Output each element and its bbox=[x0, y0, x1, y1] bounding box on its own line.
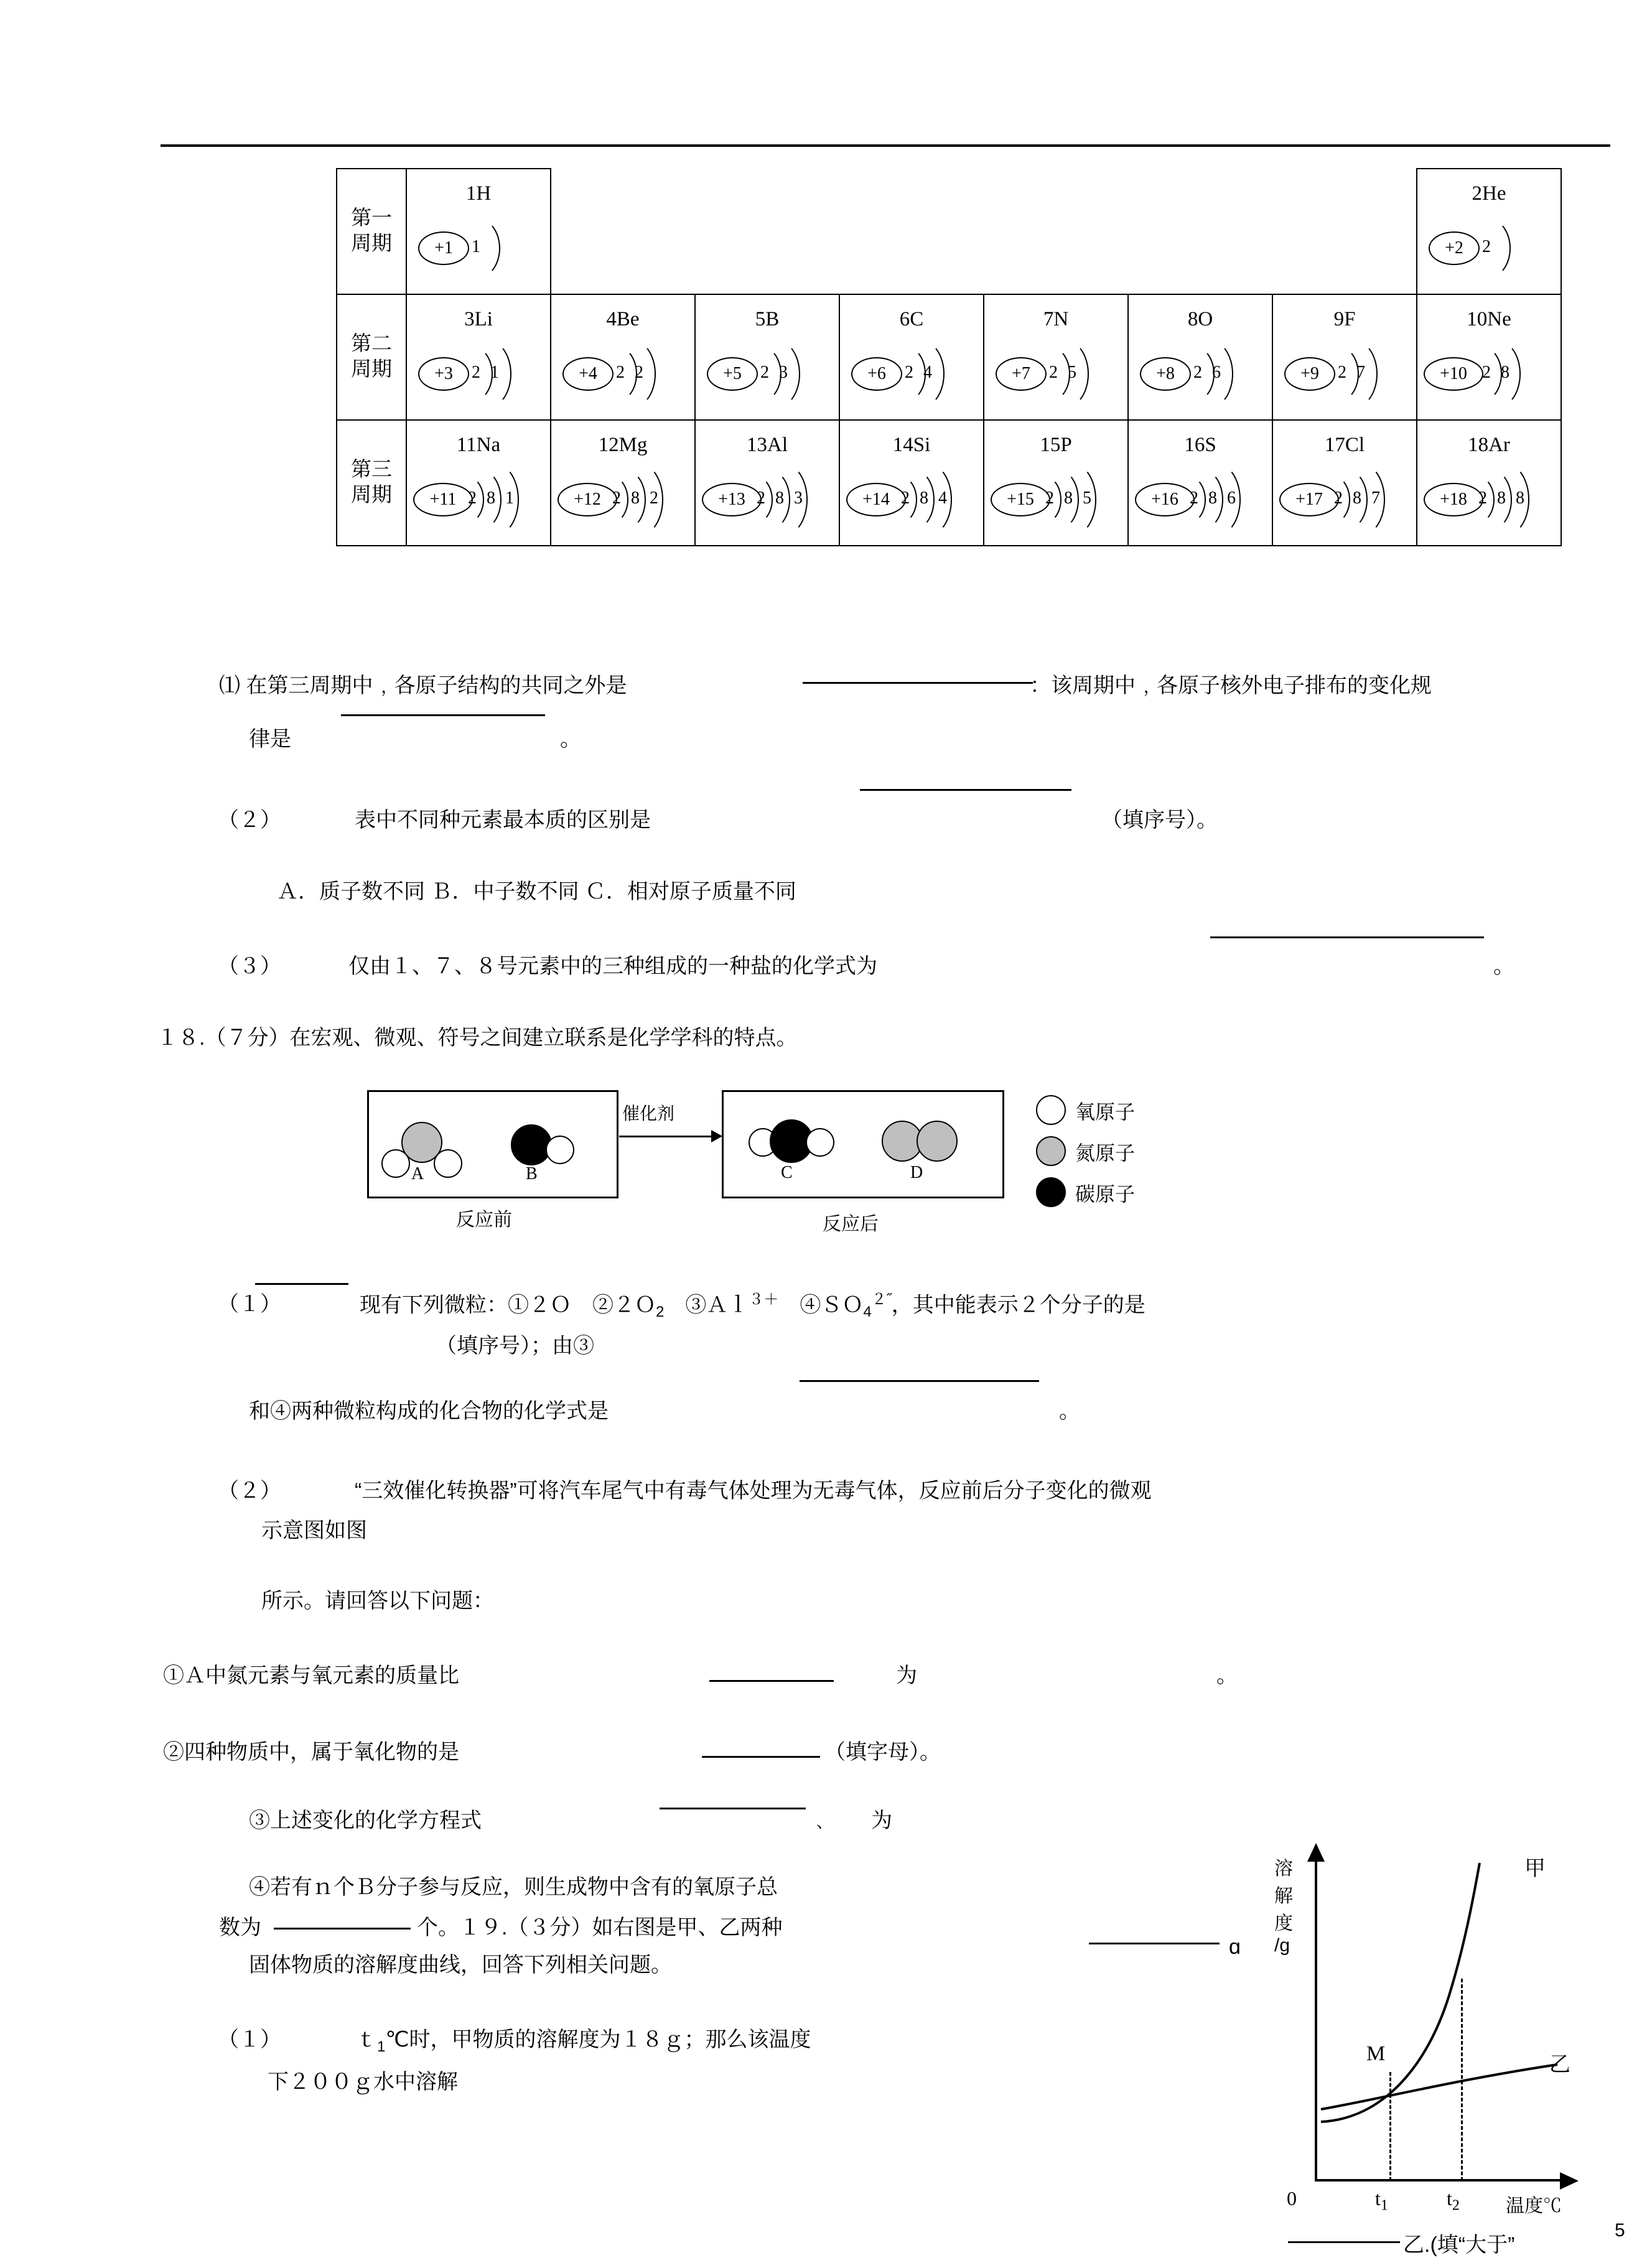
q18-item2-blank[interactable] bbox=[702, 1756, 820, 1758]
q17-part2-blank[interactable] bbox=[860, 789, 1071, 791]
q18-item3-blank[interactable] bbox=[660, 1808, 806, 1809]
shell-electrons: 281 bbox=[468, 488, 524, 508]
nucleus-charge: +3 bbox=[418, 357, 469, 391]
q18-item4-text: ④若有ｎ个Ｂ分子参与反应，则生成物中含有的氧原子总 bbox=[249, 1875, 778, 1899]
q17-part1-text-c: 律是 bbox=[249, 727, 291, 751]
shell-electrons: 282 bbox=[612, 488, 668, 508]
chart-ylabel-line2: 解 bbox=[1274, 1886, 1293, 1906]
element-cell-12Mg bbox=[551, 420, 695, 546]
atom-diagram bbox=[984, 331, 1127, 412]
atom-diagram bbox=[840, 331, 983, 412]
q18-part1-blank-formula[interactable] bbox=[800, 1380, 1039, 1382]
nucleus-charge: +18 bbox=[1424, 483, 1483, 516]
q18-item4-blank-alpha[interactable] bbox=[1089, 1943, 1220, 1944]
element-label: 8O bbox=[1187, 307, 1213, 330]
atom-diagram bbox=[407, 205, 550, 286]
q18-item1-blank[interactable] bbox=[709, 1680, 834, 1682]
nucleus-charge: +11 bbox=[413, 483, 473, 516]
q19-part1-number: （１） bbox=[218, 2028, 281, 2051]
chart-dash-t2 bbox=[1461, 1979, 1463, 2181]
q18-item1-text-b: 为 bbox=[896, 1664, 917, 1687]
nucleus-charge: +12 bbox=[558, 483, 617, 516]
shell-electrons: 26 bbox=[1193, 362, 1231, 382]
element-label: 1H bbox=[465, 182, 492, 205]
shell-electrons: 285 bbox=[1045, 488, 1101, 508]
q18-part1-blank-lead[interactable] bbox=[255, 1283, 348, 1285]
nucleus-charge: +2 bbox=[1429, 231, 1480, 265]
chart-xtick-t1: $t_1$ bbox=[1375, 2187, 1388, 2214]
q18-item1-period: 。 bbox=[1216, 1664, 1238, 1687]
reaction-arrow-head bbox=[711, 1130, 722, 1142]
q17-part2-text: 表中不同种元素最本质的区别是 bbox=[355, 808, 651, 832]
element-cell-2He bbox=[1417, 169, 1561, 294]
atom-oxygen-a2 bbox=[434, 1149, 462, 1178]
element-label: 3Li bbox=[464, 307, 493, 330]
q18-part1-hint: （填序号）；由③ bbox=[436, 1334, 594, 1358]
q18-item3-mark: ﹑ bbox=[809, 1809, 830, 1832]
atom-diagram bbox=[551, 331, 694, 412]
element-label: 17Cl bbox=[1324, 433, 1365, 456]
header-rule bbox=[161, 144, 1610, 147]
shell-electrons: 27 bbox=[1338, 362, 1375, 382]
element-cell-1H bbox=[406, 169, 551, 294]
element-cell-9F bbox=[1272, 294, 1417, 420]
atom-diagram bbox=[840, 457, 983, 538]
element-label: 13Al bbox=[747, 433, 788, 456]
shell-electrons: 21 bbox=[472, 362, 509, 382]
q18-part2-text: “三效催化转换器”可将汽车尾气中有毒气体处理为无毒气体，反应前后分子变化的微观 bbox=[355, 1479, 1152, 1503]
nucleus-charge: +7 bbox=[996, 357, 1047, 391]
atom-oxygen-b bbox=[546, 1136, 574, 1164]
atom-diagram bbox=[407, 457, 550, 538]
q18-item1-text: ①Ａ中氮元素与氧元素的质量比 bbox=[163, 1664, 459, 1687]
shell-electrons: 2 bbox=[1482, 236, 1501, 256]
molecule-label-c: C bbox=[781, 1163, 793, 1182]
q19-part1-text: ｔ$_1$℃时，甲物质的溶解度为１８ｇ；那么该温度 bbox=[356, 2028, 811, 2055]
nucleus-charge: +13 bbox=[702, 483, 762, 516]
element-cell-15P bbox=[984, 420, 1128, 546]
q17-part1-period: 。 bbox=[560, 727, 581, 751]
shell-electrons: 284 bbox=[901, 488, 957, 508]
q17-part1-blank-1[interactable] bbox=[803, 682, 1033, 684]
nucleus-charge: +17 bbox=[1279, 483, 1339, 516]
table-row-period3 bbox=[337, 420, 1561, 546]
chart-ylabel-line4: /g bbox=[1274, 1935, 1290, 1956]
element-cell-4Be bbox=[551, 294, 695, 420]
chart-series-label-yi: 乙 bbox=[1549, 2053, 1570, 2076]
q18-part1-number: （１） bbox=[218, 1292, 281, 1316]
atom-diagram bbox=[1417, 205, 1561, 286]
q17-part1-text-a: ⑴ 在第三周期中﹐各原子结构的共同之外是 bbox=[219, 674, 627, 698]
q17-part2-hint: （填序号）。 bbox=[1101, 808, 1218, 832]
shell-electrons: 24 bbox=[905, 362, 942, 382]
q18-item4-text-b: 数为 bbox=[219, 1916, 261, 1939]
q17-part1-blank-2[interactable] bbox=[341, 714, 545, 716]
nucleus-charge: +5 bbox=[707, 357, 758, 391]
shell-electrons: 288 bbox=[1478, 488, 1534, 508]
periodic-table bbox=[336, 168, 1562, 546]
element-cell-7N bbox=[984, 294, 1128, 420]
element-label: 15P bbox=[1040, 433, 1072, 456]
atom-diagram bbox=[1417, 331, 1561, 412]
q18-part2-text-d: 所示。请回答以下问题： bbox=[261, 1589, 494, 1613]
period-label-2: 第二 周期 bbox=[337, 294, 406, 420]
curve-yi bbox=[1321, 2065, 1557, 2109]
molecule-label-d: D bbox=[910, 1163, 923, 1182]
chart-xlabel: 温度℃ bbox=[1506, 2196, 1562, 2216]
atom-nitrogen-d2 bbox=[917, 1121, 958, 1162]
q18-item4-text-d: 固体物质的溶解度曲线，回答下列相关问题。 bbox=[249, 1953, 672, 1977]
after-label: 反应后 bbox=[823, 1214, 879, 1234]
empty-span bbox=[551, 169, 1417, 294]
atom-diagram bbox=[407, 331, 550, 412]
chart-series-label-jia: 甲 bbox=[1524, 1857, 1546, 1880]
nucleus-charge: +16 bbox=[1135, 483, 1195, 516]
shell-electrons: 286 bbox=[1190, 488, 1246, 508]
legend-label-oxygen: 氧原子 bbox=[1075, 1101, 1136, 1123]
reaction-before-box bbox=[367, 1090, 618, 1198]
element-cell-11Na bbox=[406, 420, 551, 546]
element-cell-3Li bbox=[406, 294, 551, 420]
shell-electrons: 283 bbox=[757, 488, 813, 508]
nucleus-charge: +14 bbox=[846, 483, 906, 516]
q18-part2-text-c: 示意图如图 bbox=[261, 1519, 367, 1542]
period-label-3: 第三 周期 bbox=[337, 420, 406, 546]
element-label: 11Na bbox=[456, 433, 501, 456]
q18-item2-text: ②四种物质中，属于氧化物的是 bbox=[163, 1740, 459, 1764]
chart-ylabel-line3: 度 bbox=[1274, 1913, 1293, 1934]
element-label: 16S bbox=[1184, 433, 1216, 456]
element-cell-6C bbox=[839, 294, 984, 420]
element-cell-16S bbox=[1128, 420, 1272, 546]
chart-annotation-m: M bbox=[1366, 2042, 1386, 2065]
period-label-1: 第一 周期 bbox=[337, 169, 406, 294]
element-label: 18Ar bbox=[1468, 433, 1510, 456]
chart-dash-t1 bbox=[1389, 2072, 1391, 2181]
atom-diagram bbox=[1417, 457, 1561, 538]
legend-label-nitrogen: 氮原子 bbox=[1075, 1142, 1136, 1164]
atom-diagram bbox=[696, 331, 839, 412]
element-cell-5B bbox=[695, 294, 839, 420]
element-label: 4Be bbox=[606, 307, 640, 330]
q18-part2-number: （２） bbox=[218, 1479, 281, 1503]
chart-curves bbox=[1315, 1854, 1570, 2183]
element-label: 7N bbox=[1043, 307, 1069, 330]
atom-diagram bbox=[984, 457, 1127, 538]
atom-diagram bbox=[1273, 331, 1416, 412]
atom-diagram bbox=[1273, 457, 1416, 538]
element-cell-10Ne bbox=[1417, 294, 1561, 420]
nucleus-charge: +1 bbox=[418, 231, 469, 265]
reaction-after-box bbox=[722, 1090, 1004, 1198]
reaction-arrow-line bbox=[619, 1136, 712, 1137]
element-label: 10Ne bbox=[1467, 307, 1511, 330]
legend-swatch-nitrogen bbox=[1036, 1136, 1066, 1166]
q17-part1-text-b: ：该周期中﹐各原子核外电子排布的变化规 bbox=[1030, 674, 1432, 698]
nucleus-charge: +15 bbox=[991, 483, 1050, 516]
q17-part3-number: （３） bbox=[218, 954, 281, 978]
shell-electrons: 28 bbox=[1482, 362, 1519, 382]
q18-item3-text-c: 为 bbox=[871, 1809, 892, 1832]
shell-electrons: 22 bbox=[616, 362, 653, 382]
q18-part1-text: 现有下列微粒：①２Ｏ ②２Ｏ$_2$ ③Ａｌ$^{3+}$ ④ＳＯ$_4^{2˝}$，其中能表示２个分子的是 bbox=[360, 1291, 1145, 1321]
q17-part3-text: 仅由１、７、８号元素中的三种组成的一种盐的化学式为 bbox=[348, 954, 877, 978]
nucleus-charge: +9 bbox=[1284, 357, 1335, 391]
nucleus-charge: +10 bbox=[1424, 357, 1483, 391]
element-label: 5B bbox=[755, 307, 780, 330]
legend-label-carbon: 碳原子 bbox=[1075, 1183, 1136, 1205]
nucleus-charge: +4 bbox=[562, 357, 614, 391]
q18-item4-alpha: ɑ bbox=[1229, 1935, 1241, 1959]
catalyst-label: 催化剂 bbox=[622, 1104, 675, 1124]
chart-ylabel-line1: 溶 bbox=[1274, 1859, 1293, 1879]
q18-part1-text-d: 和④两种微粒构成的化合物的化学式是 bbox=[249, 1399, 609, 1423]
page-number: 5 bbox=[1615, 2220, 1625, 2241]
element-label: 6C bbox=[899, 307, 924, 330]
table-row-period2 bbox=[337, 294, 1561, 420]
atom-diagram bbox=[551, 457, 694, 538]
element-label: 2He bbox=[1472, 182, 1506, 205]
chart-origin-label: 0 bbox=[1287, 2187, 1297, 2210]
q17-part2-options: Ａ．质子数不同 Ｂ．中子数不同 Ｃ．相对原子质量不同 bbox=[277, 880, 796, 903]
q18-item4-text-c: 个。１９.（３分）如右图是甲、乙两种 bbox=[417, 1916, 783, 1939]
q17-part3-blank[interactable] bbox=[1210, 936, 1484, 938]
legend-swatch-carbon bbox=[1036, 1177, 1066, 1207]
element-cell-17Cl bbox=[1272, 420, 1417, 546]
q18-heading: １８.（７分）在宏观、微观、符号之间建立联系是化学学科的特点。 bbox=[157, 1026, 798, 1050]
legend-swatch-oxygen bbox=[1036, 1095, 1066, 1125]
footer-text: 乙.(填“大于” bbox=[1403, 2233, 1515, 2257]
element-label: 12Mg bbox=[598, 433, 648, 456]
q19-part1-text-c: 下２００ｇ水中溶解 bbox=[268, 2070, 458, 2094]
element-label: 14Si bbox=[892, 433, 931, 456]
chart-xtick-t2: $t_2$ bbox=[1447, 2187, 1460, 2214]
element-cell-14Si bbox=[839, 420, 984, 546]
before-label: 反应前 bbox=[456, 1210, 512, 1230]
q17-part3-period: 。 bbox=[1493, 954, 1514, 978]
element-cell-18Ar bbox=[1417, 420, 1561, 546]
q18-part1-period: 。 bbox=[1059, 1399, 1080, 1423]
q17-part2-number: （２） bbox=[218, 808, 281, 832]
q18-item3-text: ③上述变化的化学方程式 bbox=[249, 1809, 482, 1832]
atom-diagram bbox=[696, 457, 839, 538]
molecule-label-b: B bbox=[526, 1164, 538, 1183]
q18-item4-blank[interactable] bbox=[274, 1928, 411, 1930]
shell-electrons: 287 bbox=[1334, 488, 1390, 508]
shell-electrons: 25 bbox=[1049, 362, 1086, 382]
atom-diagram bbox=[1129, 457, 1272, 538]
shell-electrons: 1 bbox=[472, 236, 490, 256]
shell-electrons: 23 bbox=[760, 362, 798, 382]
element-cell-13Al bbox=[695, 420, 839, 546]
q18-item2-hint: （填字母）。 bbox=[824, 1740, 941, 1764]
element-label: 9F bbox=[1333, 307, 1356, 330]
footer-blank[interactable] bbox=[1288, 2241, 1400, 2243]
atom-diagram bbox=[1129, 331, 1272, 412]
nucleus-charge: +6 bbox=[851, 357, 902, 391]
nucleus-charge: +8 bbox=[1140, 357, 1191, 391]
table-row-period1 bbox=[337, 169, 1561, 294]
atom-oxygen-a1 bbox=[381, 1149, 410, 1178]
atom-oxygen-c2 bbox=[806, 1128, 834, 1157]
molecule-label-a: A bbox=[411, 1164, 424, 1183]
element-cell-8O bbox=[1128, 294, 1272, 420]
